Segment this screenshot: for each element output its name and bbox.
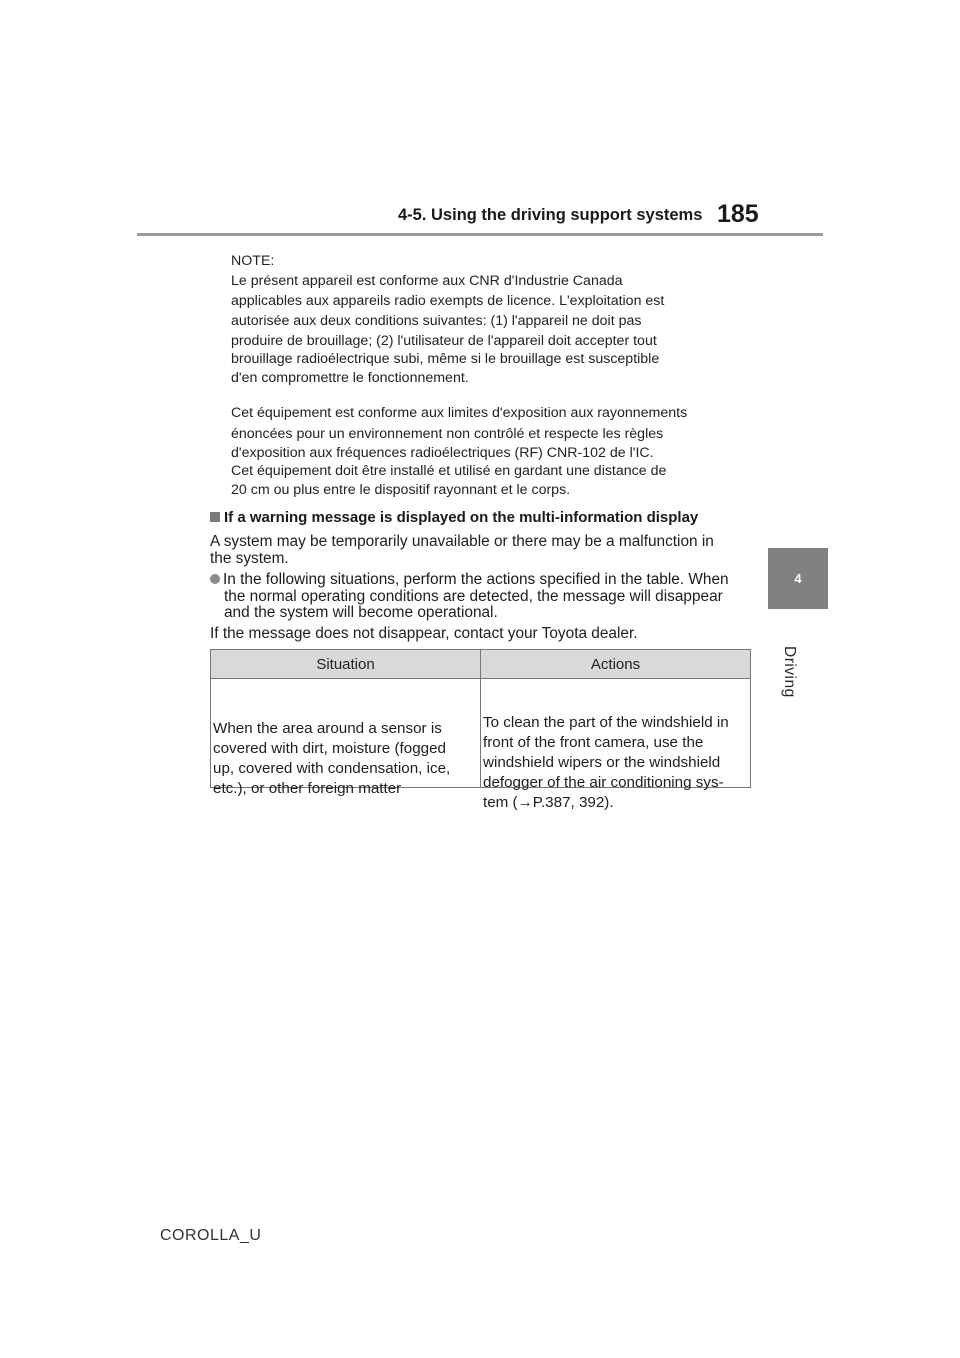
closing-text: If the message does not disappear, contact your Toyota dealer. <box>210 625 638 642</box>
bullet-item <box>210 571 729 588</box>
fr-line: brouillage radioélectrique subi, même si le brouillage est susceptible <box>231 351 660 367</box>
square-bullet-icon <box>210 512 220 522</box>
fr-line: d'en compromettre le fonctionnement. <box>231 370 469 386</box>
cell-line: To clean the part of the windshield in <box>483 714 729 731</box>
cell-line: up, covered with condensation, ice, <box>213 760 451 777</box>
table-header <box>211 650 750 679</box>
section-heading <box>210 509 698 526</box>
bullet-line: In the following situations, perform the actions specified in the table. When <box>223 571 729 588</box>
cell-line: When the area around a sensor is <box>213 720 442 737</box>
cell-line: etc.), or other foreign matter <box>213 780 402 797</box>
cell-line: defogger of the air conditioning sys- <box>483 774 724 791</box>
header-divider <box>137 233 823 236</box>
fr-line: Le présent appareil est conforme aux CNR d'Industrie Canada <box>231 273 623 289</box>
page-number: 185 <box>717 200 759 228</box>
fr-line: autorisée aux deux conditions suivantes: (1) l'appareil ne doit pas <box>231 313 642 329</box>
fr-line: applicables aux appareils radio exempts de licence. L'exploitation est <box>231 293 665 309</box>
intro-line: A system may be temporarily unavailable or there may be a malfunction in <box>210 533 714 550</box>
cell-line: windshield wipers or the windshield <box>483 754 721 771</box>
fr-line: NOTE: <box>231 253 275 269</box>
fr-line: énoncées pour un environnement non contrôlé et respecte les règles <box>231 426 664 442</box>
circle-bullet-icon <box>210 574 220 584</box>
footer-model-code: COROLLA_U <box>160 1227 262 1244</box>
bullet-line: and the system will become operational. <box>224 604 498 621</box>
cell-line: front of the front camera, use the <box>483 734 704 751</box>
fr-line: d'exposition aux fréquences radioélectriques (RF) CNR-102 de l'IC. <box>231 445 654 461</box>
bullet-line: the normal operating conditions are detected, the message will disappear <box>224 588 723 605</box>
fr-line: Cet équipement doit être installé et utilisé en gardant une distance de <box>231 463 667 479</box>
header-situation: Situation <box>316 655 375 673</box>
section-title: 4-5. Using the driving support systems <box>398 206 703 224</box>
cell-line: covered with dirt, moisture (fogged <box>213 740 446 757</box>
situation-actions-table <box>210 649 751 811</box>
chapter-number: 4 <box>794 571 802 586</box>
table-row <box>211 679 750 811</box>
fr-line: produire de brouillage; (2) l'utilisateur de l'appareil doit accepter tout <box>231 333 657 349</box>
chapter-label: Driving <box>781 646 798 698</box>
situation-cell <box>211 679 480 797</box>
section-heading-text: If a warning message is displayed on the multi-information display <box>224 509 699 526</box>
header-actions: Actions <box>480 650 750 678</box>
actions-cell <box>480 679 750 811</box>
chapter-tab[interactable] <box>768 548 828 609</box>
intro-line: the system. <box>210 550 289 567</box>
page-reference-link[interactable]: tem (→P.387, 392). <box>483 794 614 811</box>
fr-line: Cet équipement est conforme aux limites d'exposition aux rayonnements <box>231 405 688 421</box>
fr-line: 20 cm ou plus entre le dispositif rayonnant et le corps. <box>231 482 571 498</box>
